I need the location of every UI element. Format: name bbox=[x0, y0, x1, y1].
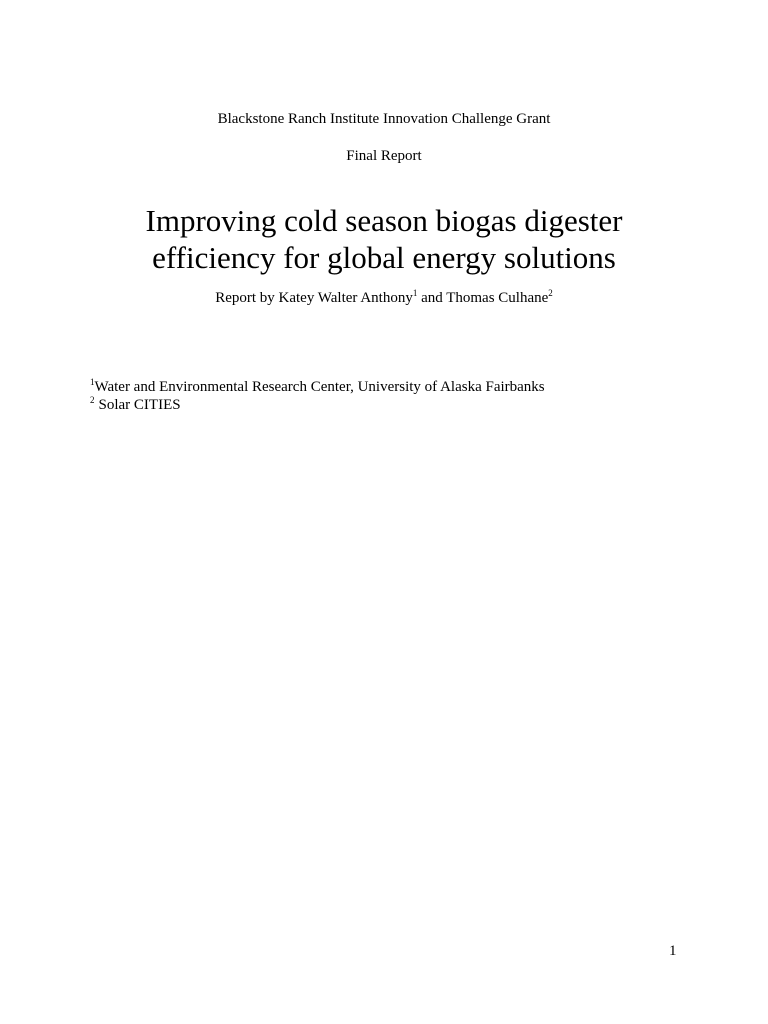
affiliation-2-text: Solar CITIES bbox=[98, 397, 181, 413]
author-2-footnote-mark: 2 bbox=[548, 288, 553, 298]
affiliation-2-mark: 2 bbox=[90, 395, 95, 405]
byline bbox=[0, 288, 768, 308]
title-line-2: efficiency for global energy solutions bbox=[152, 240, 616, 275]
byline-author-1: Report by Katey Walter Anthony bbox=[215, 290, 413, 306]
grant-name: Blackstone Ranch Institute Innovation Challenge Grant bbox=[217, 111, 551, 127]
author-1-footnote-mark: 1 bbox=[412, 288, 418, 298]
affiliation-1 bbox=[90, 378, 545, 396]
page-number: 1 bbox=[669, 943, 677, 959]
affiliation-1-mark: 1 bbox=[90, 377, 95, 387]
affiliation-1-text: Water and Environmental Research Center, University of Alaska Fairbanks bbox=[94, 379, 545, 395]
report-title bbox=[0, 202, 768, 276]
report-type: Final Report bbox=[346, 148, 422, 164]
affiliation-2 bbox=[90, 396, 181, 414]
byline-author-2: and Thomas Culhane bbox=[417, 290, 549, 306]
title-line-1: Improving cold season biogas digester bbox=[145, 203, 623, 238]
